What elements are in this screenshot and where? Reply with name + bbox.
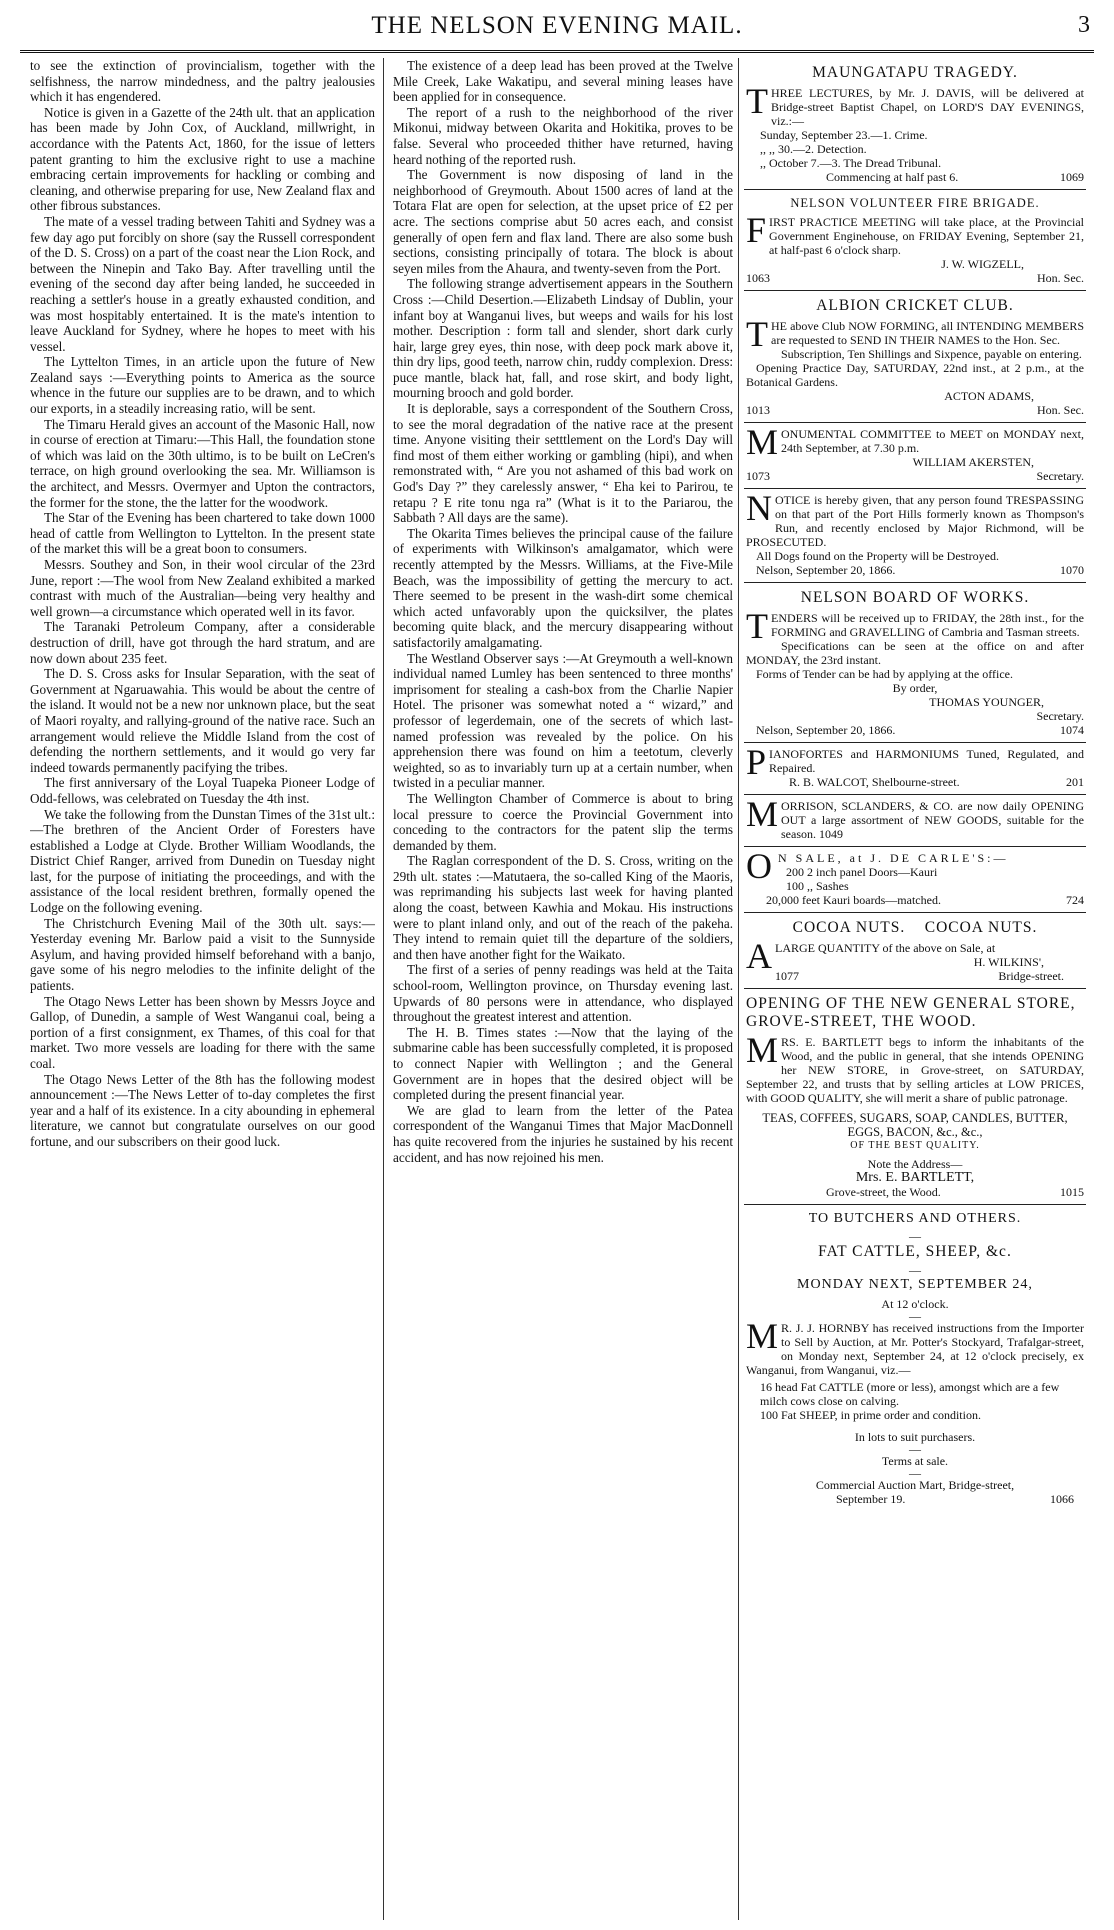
news-paragraph: We are glad to learn from the letter of the Patea correspondent of the Wanganui Times that Major MacDonnell has quite recovered from the injuries he sustained by his recent accident, and has now rejoined his men. (393, 1102, 733, 1165)
ad-body: IRST PRACTICE MEETING will take place, at the Provincial Government Enginehouse, on FRIDAY Evening, September 21, at half-past 6 o'clock sharp. (769, 215, 1084, 257)
ad-subheading: FAT CATTLE, SHEEP, &c. (818, 1243, 1012, 1260)
auction-lots: In lots to suit purchasers. (854, 1430, 976, 1444)
news-paragraph: The H. B. Times states :—Now that the laying of the submarine cable has been successfully completed, it is proposed to connect Napier with Wellington ; and the General Government are in hopes that the desired object will be completed during the present financial year. (393, 1024, 733, 1103)
divider: — (909, 1309, 921, 1323)
news-paragraph: The Christchurch Evening Mail of the 30th ult. says:—Yesterday evening Mr. Barlow paid a visit to the Sunnyside Asylum, and having provided himself beforehand with a banjo, gave some of his negro melodies to the infinite delight of the patients. (30, 915, 375, 994)
ad-signer: R. B. WALCOT, Shelbourne-street. (789, 775, 960, 789)
ad-body: Opening Practice Day, SATURDAY, 22nd inst., at 2 p.m., at the Botanical Gardens. (746, 361, 1084, 389)
ad-body: ENDERS will be received up to FRIDAY, the 28th inst., for the FORMING and GRAVELLING of Cambria and Tasman streets. (771, 611, 1084, 639)
store-quality: OF THE BEST QUALITY. (850, 1140, 980, 1151)
news-paragraph: The mate of a vessel trading between Tahiti and Sydney was a few day ago put forcibly on shore (say the Russell correspondent of the D. S. Cross) on a part of the coast near the Lion Rock, and between the Ninepin and Tako Bay. After travelling until the evening of the second day after being landed, he succeeded in reaching a settler's house in a greatly exhausted condition, and was most hospitably entertained. It is the mate's intention to leave Auckland for Sydney, where he hopes to meet with his vessel. (30, 213, 375, 354)
ad-number: 201 (1066, 775, 1084, 789)
ad-body: All Dogs found on the Property will be Destroyed. (756, 549, 999, 563)
ad-pianofortes (744, 743, 1086, 795)
ad-morrison (744, 795, 1086, 847)
masthead-rule (20, 50, 1094, 53)
news-column-2 (393, 58, 733, 1920)
drop-cap: O (746, 846, 775, 886)
ad-title: Hon. Sec. (1037, 403, 1084, 417)
ad-number: 1077 (775, 969, 799, 983)
ad-title: Secretary. (1036, 469, 1084, 483)
ad-signer: J. W. WIGZELL, (941, 257, 1024, 271)
sale-item: 200 2 inch panel Doors—Kauri (786, 865, 938, 879)
ad-heading: ALBION CRICKET CLUB. (816, 297, 1014, 314)
ad-heading: OPENING OF THE NEW GENERAL STORE, GROVE-STREET, THE WOOD. (746, 995, 1076, 1030)
news-paragraph: The Star of the Evening has been chartered to take down 1000 head of cattle from Wellington to Lyttelton. In the present state of the market this will be a great boon to consumers. (30, 510, 375, 557)
drop-cap: A (746, 936, 772, 976)
ad-new-store (744, 989, 1086, 1205)
news-paragraph: The Otago News Letter has been shown by Messrs Joyce and Gallop, of Dunedin, a sample of West Wanganui coal, being a portion of a first consignment, ex Thames, of this coal for that market. Two more vessels are loading for there with the same coal. (30, 993, 375, 1071)
page-number: 3 (1078, 12, 1090, 38)
ad-maungatapu (744, 58, 1086, 190)
drop-cap: P (746, 742, 767, 782)
ad-address: Grove-street, the Wood. (826, 1185, 941, 1199)
ad-body: R. J. J. HORNBY has received instructions from the Importer to Sell by Auction, at Mr. Potter's Stockyard, Trafalgar-street, on Monday next, September 24, at 12 o'clock precisely, ex Wanganui, from Wanganui, viz.— (746, 1321, 1084, 1377)
ad-heading: MAUNGATAPU TRAGEDY. (812, 64, 1018, 81)
news-paragraph: The Government is now disposing of land in the neighborhood of Greymouth. About 1500 acres of land at the Totara Flat are open for selection, at the upset price of £2 per acre. The sections comprise abut 50 acres each, and consist generally of open fern and flax land. There are also some bush sections, consisting principally of totara. The block is about seyen miles from the Ahaura, and twenty-seven from the Port. (393, 167, 733, 276)
ad-cricket-club (744, 291, 1086, 423)
news-paragraph: The report of a rush to the neighborhood of the river Mikonui, midway between Okarita and Hokitika, proves to be false. Several who proceeded thither have returned, having heard nothing of the reported rush. (393, 104, 733, 167)
news-paragraph: The Raglan correspondent of the D. S. Cross, writing on the 29th ult. states :—Matutaera, the so-called King of the Maoris, was reprimanding his subjects last week for having planted along the coast, between Kawhia and Mokau. His instructions were to plant inland only, and out of the reach of the pakeha. They intend to remain quiet till the departure of the soldiers, and then have another fight for the Waikato. (393, 853, 733, 962)
news-paragraph: We take the following from the Dunstan Times of the 31st ult.:—The brethren of the Ancient Order of Foresters have established a Lodge at Clyde. Brother William Woodlands, the District Chief Ranger, arrived from Dunedin on Tuesday night last, for the purpose of initiating the proceedings, and with the assistance of the local resident brethren, formally opened the Lodge on the following evening. (30, 806, 375, 916)
newspaper-title: THE NELSON EVENING MAIL. (371, 12, 743, 39)
ad-body: Subscription, Ten Shillings and Sixpence, payable on entering. (781, 347, 1082, 361)
ad-number: 724 (1066, 893, 1084, 907)
drop-cap: T (746, 314, 768, 354)
ad-note: Note the Address— (867, 1157, 963, 1171)
ad-body: N SALE, at J. DE CARLE'S:— (778, 851, 1009, 865)
news-paragraph: The Lyttelton Times, in an article upon the future of New Zealand says :—Everything points to America as the source whence in the future our supplies are to be drawn, and to which our exports, in a steadily increasing ratio, will be sent. (30, 354, 375, 417)
ad-body: HE above Club NOW FORMING, all INTENDING MEMBERS are requested to SEND IN THEIR NAMES to the Hon. Sec. (771, 319, 1084, 347)
lecture-line: ,, ,, 30.—2. Detection. (760, 142, 867, 156)
ad-number: 1015 (1060, 1185, 1084, 1199)
ad-body: HREE LECTURES, by Mr. J. DAVIS, will be delivered at Bridge-street Baptist Chapel, on LORD'S DAY EVENINGS, viz.:— (771, 86, 1084, 128)
ad-time: At 12 o'clock. (881, 1297, 949, 1311)
news-paragraph: The Wellington Chamber of Commerce is about to bring local pressure to coerce the Provincial Government into conceding to the contractors for the patent slip the terms demanded by them. (393, 790, 733, 853)
auction-terms: Terms at sale. (881, 1454, 949, 1468)
ad-heading: NELSON VOLUNTEER FIRE BRIGADE. (790, 196, 1040, 210)
sale-item: 100 ,, Sashes (786, 879, 849, 893)
ad-body: LARGE QUANTITY of the above on Sale, at (775, 941, 996, 955)
drop-cap: M (746, 1030, 779, 1070)
ad-body: Forms of Tender can be had by applying at the office. (756, 667, 1013, 681)
drop-cap: M (746, 794, 779, 834)
ad-address: Bridge-street. (998, 969, 1064, 983)
news-paragraph: The following strange advertisement appears in the Southern Cross :—Child Desertion.—Elizabeth Lindsay of Dublin, your infant boy at Wanganui lives, but weeps and wails for his lost mother. Description : form tall and slender, short dark curly hair, large grey eyes, thin nose, with deep pock mark above it, thin dry lips, good teeth, narrow chin, ruddy complexion. Dress: puce mantle, black hat, fall, and rose skirt, and body light, mourning brooch and gold border. (393, 276, 733, 401)
auction-item: 100 Fat SHEEP, in prime order and condition. (760, 1408, 981, 1422)
ad-number: 1074 (1060, 723, 1084, 737)
ad-number: 1013 (746, 403, 770, 417)
news-paragraph: The Okarita Times believes the principal cause of the failure of experiments with Wilkinson's amalgamator, which were recently attempted by the Messrs. Williams, at the Five-Mile Beach, was the impossibility of getting the mercury to act. There seemed to be present in the wash-dirt some chemical which acted unfavorably upon the quicksilver, the plates becoming quite black, and the mercury disappearing without satisfactorily amalgamating. (393, 525, 733, 650)
news-paragraph: The Westland Observer says :—At Greymouth a well-known individual named Lumley has been sentenced to three months' imprisoment for stealing a cash-box from the Charlie Napier Hotel. The prisoner was somewhat noted a “ wizard,” and professor of legerdemain, one of the secrets of which last-named profession was revealed by the police. On his apprehension there was found on him a teetotum, cleverly weighted, so as to invariably turn up at a certain number, when twisted in a peculiar manner. (393, 650, 733, 791)
drop-cap: N (746, 488, 772, 528)
ad-date: Nelson, September 20, 1866. (756, 563, 896, 577)
ad-body: Specifications can be seen at the office on and after MONDAY, the 23rd instant. (746, 639, 1084, 667)
ad-heading: COCOA NUTS. COCOA NUTS. (792, 919, 1038, 936)
auction-date: September 19. (836, 1492, 906, 1506)
drop-cap: M (746, 1316, 779, 1356)
ad-signer: THOMAS YOUNGER, (929, 695, 1044, 709)
news-paragraph: to see the extinction of provincialism, together with the selfishness, the narrow mindedness, and the paltry jealousies which it has engendered. (30, 58, 375, 105)
news-paragraph: The Taranaki Petroleum Company, after a considerable destruction of drill, have got through the hard stratum, and are now down about 235 feet. (30, 619, 375, 666)
ad-cocoa-nuts (744, 913, 1086, 989)
ad-body: OTICE is hereby given, that any person found TRESPASSING on that part of the Port Hills formerly known as Thompson's Run, and recently enclosed by Major Richmond, will be PROSECUTED. (746, 493, 1084, 549)
column-rule (383, 58, 384, 1920)
drop-cap: T (746, 81, 768, 121)
news-paragraph: The D. S. Cross asks for Insular Separation, with the seat of Government at Ngaruawahia. This would be about the centre of the island. It would not be a new nor unknown place, but the seat of Maori royalty, and rallying-ground of the native race. Such an arrangement would relieve the Middle Island from the cost of defending the northern settlements, and it would go very far indeed towards permanently pacifying the tribes. (30, 666, 375, 775)
ad-title: Secretary. (1036, 709, 1084, 723)
masthead (20, 8, 1094, 48)
ad-on-sale (744, 847, 1086, 913)
ad-title: Hon. Sec. (1037, 271, 1084, 285)
ad-board-of-works (744, 583, 1086, 743)
advertisements-column (744, 58, 1086, 1920)
ad-order: By order, (892, 681, 938, 695)
sale-item: 20,000 feet Kauri boards—matched. (766, 893, 941, 907)
ad-number: 1069 (1060, 170, 1084, 184)
news-column-1 (30, 58, 375, 1920)
ad-date: Nelson, September 20, 1866. (756, 723, 896, 737)
lecture-line: ,, October 7.—3. The Dread Tribunal. (760, 156, 942, 170)
divider: — (909, 1466, 921, 1480)
drop-cap: T (746, 606, 768, 646)
divider: — (909, 1442, 921, 1456)
column-rule (738, 58, 739, 1920)
news-paragraph: The Otago News Letter of the 8th has the following modest announcement :—The News Letter of to-day completes the first year and a half of its existence. In a city abounding in ephemeral literature, we cannot but congratulate ourselves on our good fortune, and our subscribers on their good luck. (30, 1071, 375, 1149)
auction-item: 16 head Fat CATTLE (more or less), amongst which are a few milch cows close on calving. (760, 1380, 1060, 1408)
ad-trespass-notice (744, 489, 1086, 583)
store-goods: TEAS, COFFEES, SUGARS, SOAP, CANDLES, BUTTER, EGGS, BACON, &c., &c., (762, 1111, 1068, 1139)
news-paragraph: It is deplorable, says a correspondent of the Southern Cross, to see the moral degradation of the native race at the present time. Anyone visiting their setttlement on the Lord's Day will find most of them either working or gambling (hipi), and when remonstrated with, “ Are you not ashamed of this bad work on God's Day ?” they carelessly answer, “ Eha kei to Parirou, te retapu ? E rite tonu nga ra” (What is it to the Pariarou, the Sabbath ? All days are the same). (393, 401, 733, 526)
ad-heading: TO BUTCHERS AND OTHERS. (808, 1211, 1022, 1226)
drop-cap: F (746, 210, 767, 250)
ad-time: Commencing at half past 6. (826, 170, 959, 184)
drop-cap: M (746, 422, 779, 462)
divider: — (909, 1263, 921, 1277)
news-paragraph: Messrs. Southey and Son, in their wool circular of the 23rd June, report :—The wool from New Zealand exhibited a marked contrast with much of the Australian—being very healthy and well grown—a circumstance which operated well in its favor. (30, 557, 375, 619)
ad-number: 1070 (1060, 563, 1084, 577)
news-paragraph: The existence of a deep lead has been proved at the Twelve Mile Creek, Lake Wakatipu, and several mining leases have been applied for in consequence. (393, 58, 733, 105)
news-paragraph: The first anniversary of the Loyal Tuapeka Pioneer Lodge of Odd-fellows, was celebrated on Tuesday the 4th inst. (30, 775, 375, 806)
ad-body: ORRISON, SCLANDERS, & CO. are now daily OPENING OUT a large assortment of NEW GOODS, suitable for the season. (781, 799, 1084, 841)
ad-signer: WILLIAM AKERSTEN, (912, 455, 1034, 469)
news-paragraph: The Timaru Herald gives an account of the Masonic Hall, now in course of erection at Timaru:—This Hall, the foundation stone of which was laid on the 30th ultimo, is to be built on LeCren's terrace, on high ground overlooking the sea. Mr. Williamson is the architect, and Messrs. Overmyer and Upton the contractors, the former for the stone, the the latter for the woodwork. (30, 416, 375, 510)
ad-butchers (744, 1205, 1086, 1511)
ad-signer: Mrs. E. BARTLETT, (855, 1170, 975, 1185)
ad-body: ONUMENTAL COMMITTEE to MEET on MONDAY next, 24th September, at 7.30 p.m. (781, 427, 1084, 455)
ad-body: IANOFORTES and HARMONIUMS Tuned, Regulated, and Repaired. (769, 747, 1084, 775)
ad-date-heading: MONDAY NEXT, SEPTEMBER 24, (797, 1277, 1033, 1292)
ad-body: RS. E. BARTLETT begs to inform the inhabitants of the Wood, and the public in general, that she intends OPENING her NEW STORE, in Grove-street, on SATURDAY, September 22, and trusts that by selling articles at LOW PRICES, with GOOD QUALITY, she will merit a share of public patronage. (746, 1035, 1084, 1105)
auction-mart: Commercial Auction Mart, Bridge-street, (815, 1478, 1015, 1492)
news-paragraph: The first of a series of penny readings was held at the Taita school-room, Wellington province, on Thursday evening last. Upwards of 80 persons were in attendance, who displayed throughout the greatest interest and attention. (393, 962, 733, 1025)
lecture-line: Sunday, September 23.—1. Crime. (760, 128, 928, 142)
divider: — (909, 1229, 921, 1243)
ad-signer: ACTON ADAMS, (944, 389, 1034, 403)
ad-number: 1066 (1050, 1492, 1074, 1506)
ad-monumental (744, 423, 1086, 489)
ad-fire-brigade (744, 190, 1086, 291)
ad-number: 1049 (819, 827, 844, 841)
ad-number: 1073 (746, 469, 770, 483)
news-paragraph: Notice is given in a Gazette of the 24th ult. that an application has been made by John Cox, of Auckland, millwright, in accordance with the Patents Act, 1860, for the issue of letters patent granting to him the exclusive right to use a machine embracing certain improvements for hackling or combing and cleaning, and otherwise preparing for use, New Zealand flax and other fibrous substances. (30, 104, 375, 214)
ad-heading: NELSON BOARD OF WORKS. (800, 589, 1030, 606)
ad-signer: H. WILKINS', (973, 955, 1044, 969)
ad-number: 1063 (746, 271, 770, 285)
